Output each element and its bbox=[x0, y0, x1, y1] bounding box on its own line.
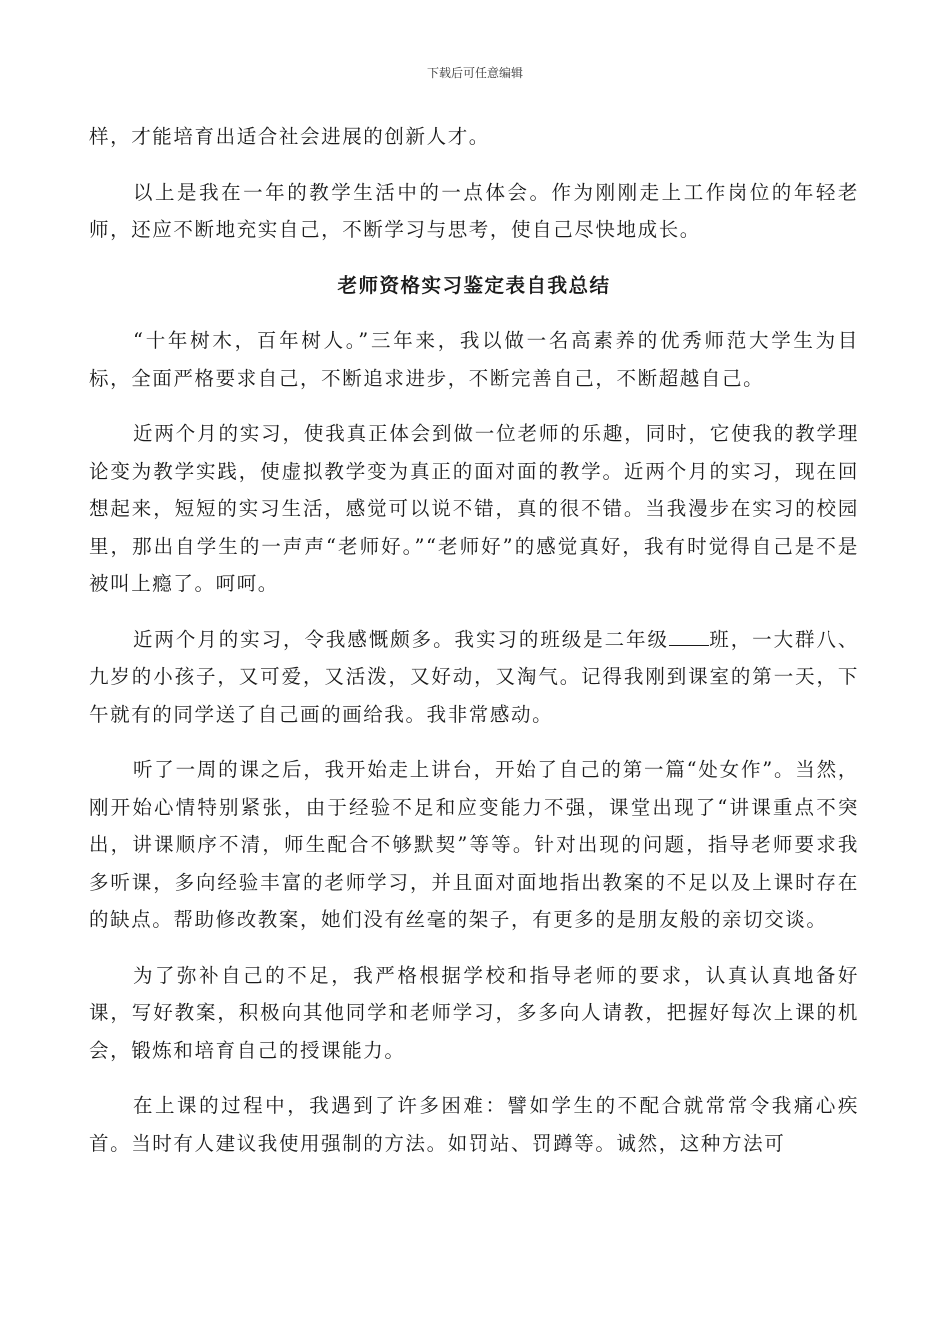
paragraph-improvement: 为了弥补自己的不足，我严格根据学校和指导老师的要求，认真认真地备好课，写好教案，积极向其他同学和老师学习，多多向人请教，把握好每次上课的机会，锻炼和培育自己的授课能力。 bbox=[89, 963, 859, 1062]
paragraph-difficulties: 在上课的过程中，我遇到了许多困难：譬如学生的不配合就常常令我痛心疾首。当时有人建议我使用强制的方法。如罚站、罚蹲等。诚然，这种方法可 bbox=[89, 1094, 859, 1155]
fill-in-blank bbox=[669, 625, 709, 646]
paragraph-class-text-before: 近两个月的实习，令我感慨颇多。我实习的班级是二年级 bbox=[133, 627, 669, 651]
page-header-note: 下载后可任意编辑 bbox=[426, 66, 523, 80]
paragraph-class-text-after: 班，一大群八、九岁的小孩子，又可爱，又活泼，又好动，又淘气。记得我刚到课室的第一天，下午就有的同学送了自己画的画给我。我非常感动。 bbox=[89, 627, 859, 726]
paragraph-internship-joy: 近两个月的实习，使我真正体会到做一位老师的乐趣，同时，它使我的教学理论变为教学实践，使虚拟教学变为真正的面对面的教学。近两个月的实习，现在回想起来，短短的实习生活，感觉可以说不错，真的很不错。当我漫步在实习的校园里，那出自学生的一声声“老师好。”“老师好”的感觉真好，我有时觉得自己是不是被叫上瘾了。呵呵。 bbox=[89, 422, 859, 595]
paragraph-first-lesson: 听了一周的课之后，我开始走上讲台，开始了自己的第一篇“处女作”。当然，刚开始心情特别紧张，由于经验不足和应变能力不强，课堂出现了“讲课重点不突出，讲课顺序不清，师生配合不够默契”等等。针对出现的问题，指导老师要求我多听课，多向经验丰富的老师学习，并且面对面地指出教案的不足以及上课时存在的缺点。帮助修改教案，她们没有丝毫的架子，有更多的是朋友般的亲切交谈。 bbox=[89, 758, 859, 931]
paragraph-intro-quote: “十年树木，百年树人。”三年来，我以做一名高素养的优秀师范大学生为目标，全面严格要求自己，不断追求进步，不断完善自己，不断超越自己。 bbox=[89, 329, 859, 390]
section-title: 老师资格实习鉴定表自我总结 bbox=[337, 273, 611, 297]
paragraph-class-description bbox=[89, 621, 859, 734]
paragraph-closing-reflection: 以上是我在一年的教学生活中的一点体会。作为刚刚走上工作岗位的年轻老师，还应不断地充实自己，不断学习与思考，使自己尽快地成长。 bbox=[89, 180, 859, 241]
document-body bbox=[89, 118, 859, 1180]
paragraph-continuation: 样，才能培育出适合社会进展的创新人才。 bbox=[89, 125, 490, 148]
